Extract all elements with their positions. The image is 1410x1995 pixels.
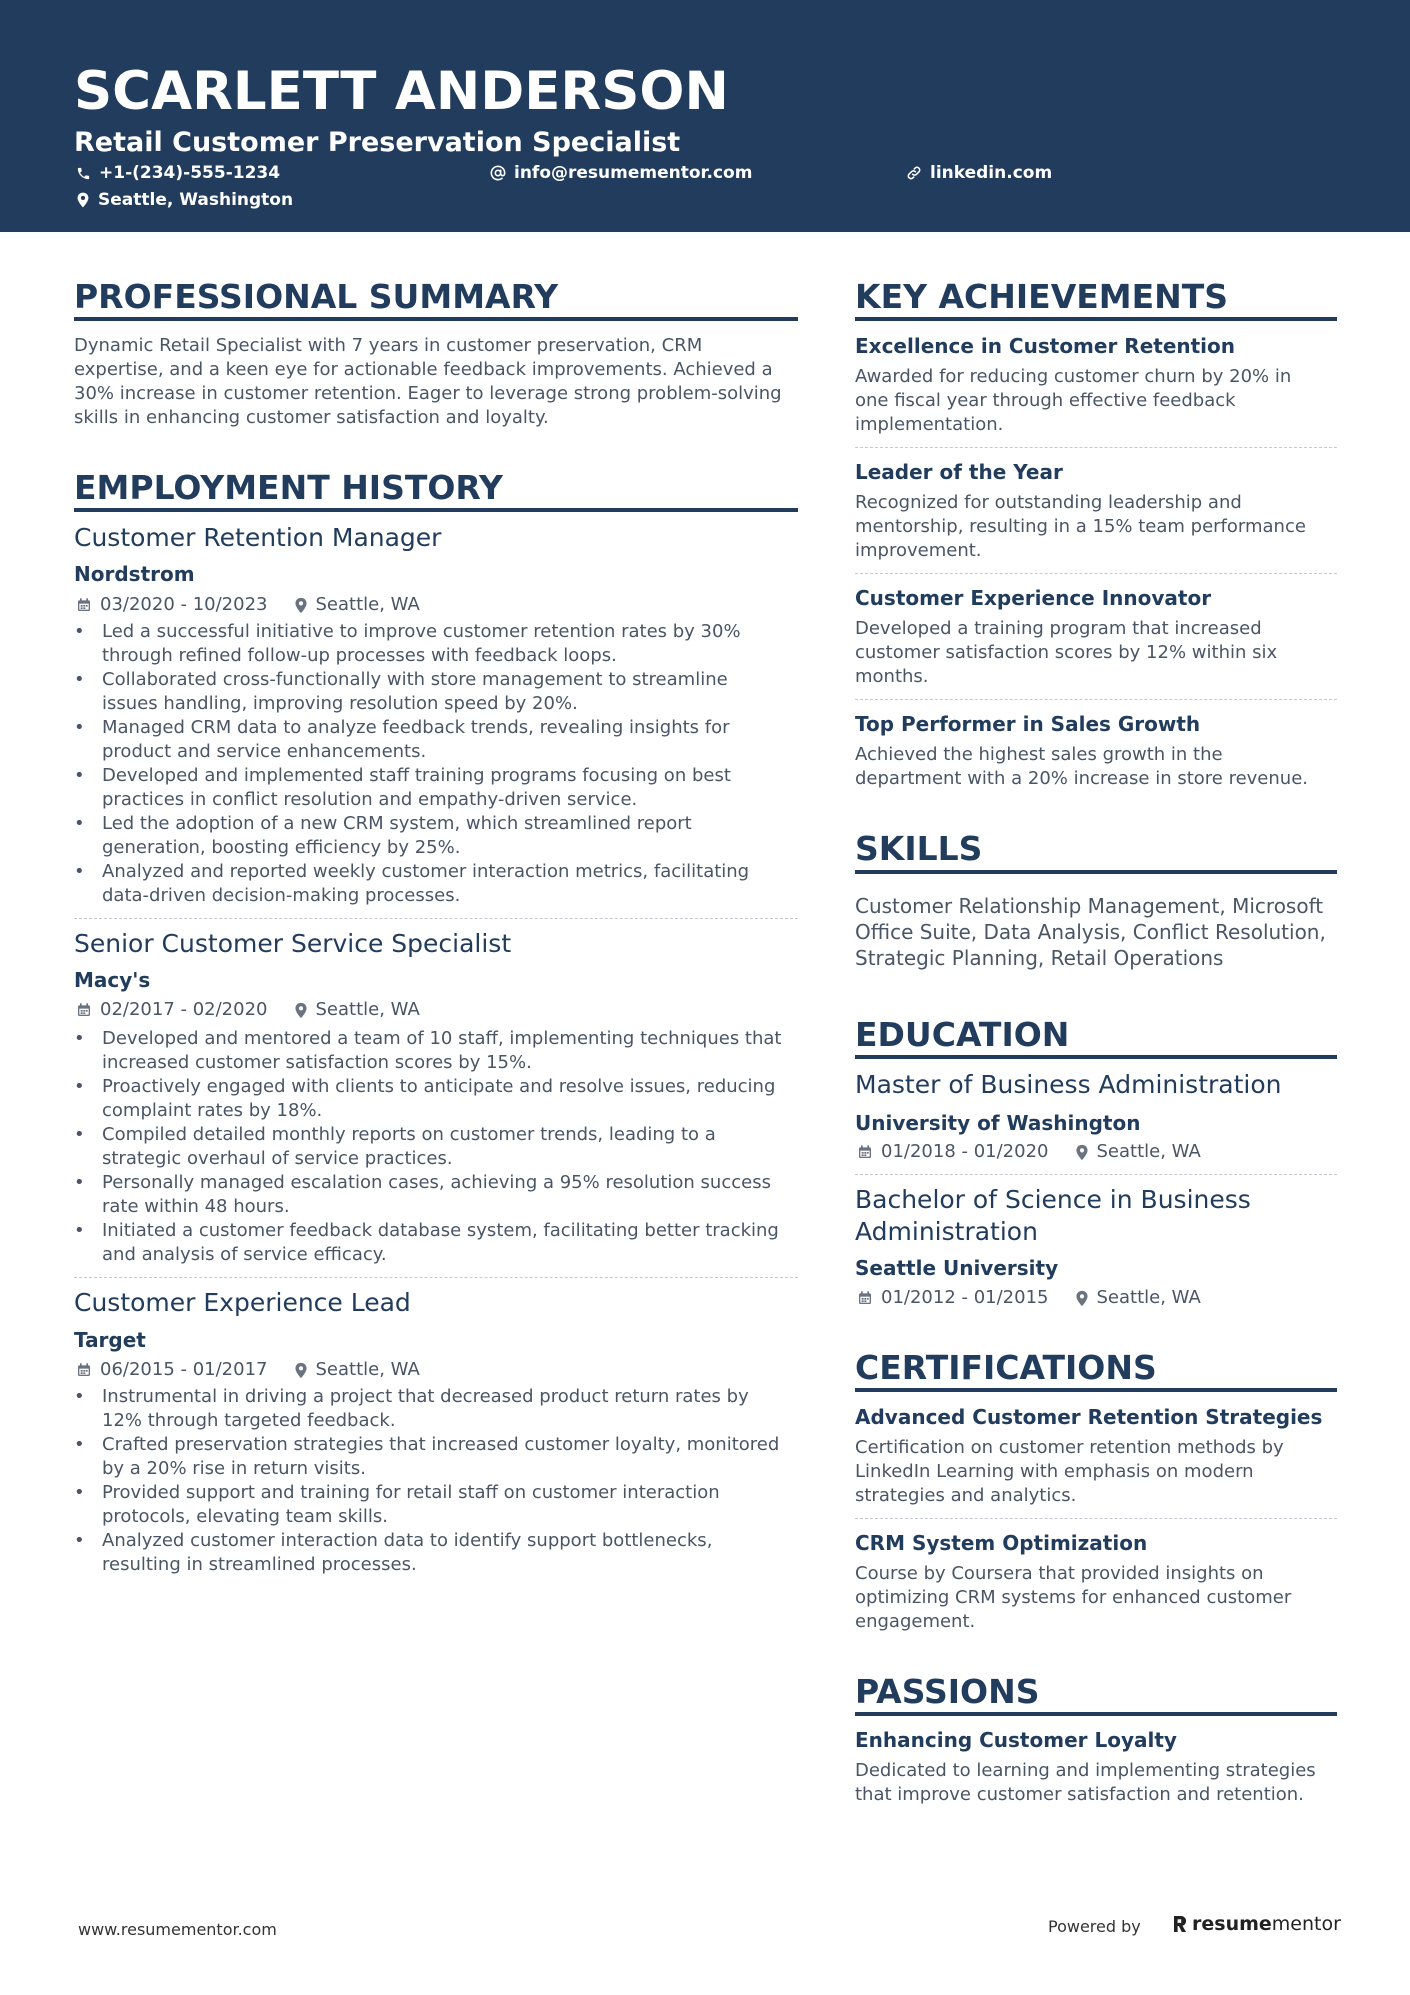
education-location bbox=[1075, 1141, 1201, 1163]
skills-divider bbox=[855, 870, 1337, 874]
certification-title: CRM System Optimization bbox=[855, 1531, 1148, 1555]
education-separator bbox=[855, 1174, 1337, 1175]
summary-line: Dynamic Retail Specialist with 7 years in customer preservation, CRM bbox=[74, 335, 703, 356]
bullet-line: • Developed and mentored a team of 10 staff, implementing techniques that bbox=[102, 1028, 782, 1049]
phone-text: +1-(234)-555-1234 bbox=[99, 163, 281, 183]
job-meta bbox=[76, 594, 420, 616]
job-bullets bbox=[74, 1027, 804, 1267]
certifications-divider bbox=[855, 1388, 1337, 1392]
bullet-item bbox=[74, 1123, 804, 1171]
summary-line: 30% increase in customer retention. Eager to leverage strong problem-solving bbox=[74, 383, 782, 404]
bullet-line: and analysis of service efficacy. bbox=[102, 1244, 387, 1265]
job-dates bbox=[76, 594, 268, 616]
bullet-line: • Analyzed customer interaction data to identify support bottlenecks, bbox=[102, 1530, 713, 1551]
bullet-item bbox=[74, 1027, 804, 1075]
passion-line: Dedicated to learning and implementing strategies bbox=[855, 1760, 1316, 1781]
bullet-line: resulting in streamlined processes. bbox=[102, 1554, 417, 1575]
job-title: Senior Customer Service Specialist bbox=[74, 929, 512, 958]
education-dates bbox=[857, 1287, 1049, 1309]
education-meta bbox=[857, 1287, 1201, 1309]
bullet-line: • Provided support and training for retail staff on customer interaction bbox=[102, 1482, 720, 1503]
map-pin-icon bbox=[294, 597, 308, 614]
achievement-title: Excellence in Customer Retention bbox=[855, 334, 1236, 358]
summary-divider bbox=[74, 317, 798, 321]
education-dates-text: 01/2018 - 01/2020 bbox=[881, 1141, 1049, 1162]
certification-separator bbox=[855, 1518, 1337, 1519]
bullet-line: data-driven decision-making processes. bbox=[102, 885, 461, 906]
achievement-line: months. bbox=[855, 666, 929, 687]
bullet-item bbox=[74, 860, 804, 908]
map-pin-icon bbox=[1075, 1144, 1089, 1161]
certification-line: strategies and analytics. bbox=[855, 1485, 1077, 1506]
bullet-line: • Analyzed and reported weekly customer interaction metrics, facilitating bbox=[102, 861, 750, 882]
skills-line: Customer Relationship Management, Microsoft bbox=[855, 894, 1324, 918]
job-separator bbox=[74, 918, 798, 919]
summary-heading: PROFESSIONAL SUMMARY bbox=[74, 277, 559, 316]
map-pin-icon bbox=[294, 1002, 308, 1019]
brand-bold: resume bbox=[1192, 1913, 1272, 1935]
certification-line: optimizing CRM systems for enhanced customer bbox=[855, 1587, 1292, 1608]
bullet-line: • Instrumental in driving a project that decreased product return rates by bbox=[102, 1386, 749, 1407]
achievement-text bbox=[855, 617, 1345, 689]
passion-line: that improve customer satisfaction and retention. bbox=[855, 1784, 1304, 1805]
achievement-line: mentorship, resulting in a 15% team performance bbox=[855, 516, 1306, 537]
achievement-title: Customer Experience Innovator bbox=[855, 586, 1212, 610]
brand-logo[interactable] bbox=[1172, 1913, 1341, 1935]
calendar-icon bbox=[76, 1002, 92, 1018]
calendar-icon bbox=[857, 1290, 873, 1306]
location-contact bbox=[76, 189, 293, 211]
calendar-icon bbox=[76, 597, 92, 613]
achievement-separator bbox=[855, 699, 1337, 700]
achievement-title: Top Performer in Sales Growth bbox=[855, 712, 1201, 736]
bullet-line: increased customer satisfaction scores by 15%. bbox=[102, 1052, 532, 1073]
degree-title: Master of Business Administration bbox=[855, 1070, 1282, 1099]
degree-title bbox=[855, 1184, 1251, 1248]
job-dates-text: 06/2015 - 01/2017 bbox=[100, 1359, 268, 1380]
school-name: University of Washington bbox=[855, 1111, 1141, 1135]
education-location-text: Seattle, WA bbox=[1096, 1287, 1201, 1308]
bullet-item bbox=[74, 1219, 804, 1267]
job-location-text: Seattle, WA bbox=[315, 999, 420, 1020]
bullet-line: • Personally managed escalation cases, achieving a 95% resolution success bbox=[102, 1172, 771, 1193]
job-location-text: Seattle, WA bbox=[315, 594, 420, 615]
degree-line: Bachelor of Science in Business bbox=[855, 1185, 1251, 1214]
calendar-icon bbox=[857, 1144, 873, 1160]
job-meta bbox=[76, 999, 420, 1021]
at-icon bbox=[490, 165, 506, 181]
achievement-line: Achieved the highest sales growth in the bbox=[855, 744, 1223, 765]
bullet-line: • Developed and implemented staff training programs focusing on best bbox=[102, 765, 731, 786]
footer-website[interactable]: www.resumementor.com bbox=[78, 1920, 277, 1939]
education-dates bbox=[857, 1141, 1049, 1163]
map-pin-icon bbox=[294, 1362, 308, 1379]
bullet-item bbox=[74, 764, 804, 812]
skills-line: Strategic Planning, Retail Operations bbox=[855, 946, 1224, 970]
email-text: info@resumementor.com bbox=[514, 163, 753, 183]
achievement-line: Developed a training program that increased bbox=[855, 618, 1262, 639]
skills-line: Office Suite, Data Analysis, Conflict Resolution, bbox=[855, 920, 1326, 944]
bullet-line: by a 20% rise in return visits. bbox=[102, 1458, 366, 1479]
education-location bbox=[1075, 1287, 1201, 1309]
company-name: Macy's bbox=[74, 968, 151, 992]
job-dates bbox=[76, 999, 268, 1021]
bullet-item bbox=[74, 1171, 804, 1219]
bullet-item bbox=[74, 668, 804, 716]
passion-text bbox=[855, 1759, 1345, 1807]
certification-text bbox=[855, 1436, 1345, 1508]
bullet-item bbox=[74, 1385, 804, 1433]
degree-line: Administration bbox=[855, 1217, 1038, 1246]
linkedin-text: linkedin.com bbox=[930, 163, 1053, 183]
resumementor-logo-icon bbox=[1172, 1915, 1188, 1933]
school-name: Seattle University bbox=[855, 1256, 1059, 1280]
job-title: Customer Retention Manager bbox=[74, 523, 442, 552]
job-dates-text: 03/2020 - 10/2023 bbox=[100, 594, 268, 615]
achievement-line: improvement. bbox=[855, 540, 982, 561]
map-pin-icon bbox=[1075, 1290, 1089, 1307]
certification-title: Advanced Customer Retention Strategies bbox=[855, 1405, 1323, 1429]
achievements-heading: KEY ACHIEVEMENTS bbox=[855, 277, 1229, 316]
email-contact[interactable] bbox=[490, 162, 752, 184]
job-meta bbox=[76, 1359, 420, 1381]
brand-light: mentor bbox=[1271, 1913, 1341, 1935]
candidate-title: Retail Customer Preservation Specialist bbox=[74, 127, 681, 158]
job-bullets bbox=[74, 1385, 804, 1577]
bullet-line: through refined follow-up processes with feedback loops. bbox=[102, 645, 617, 666]
bullet-line: • Compiled detailed monthly reports on customer trends, leading to a bbox=[102, 1124, 716, 1145]
certification-line: engagement. bbox=[855, 1611, 976, 1632]
education-dates-text: 01/2012 - 01/2015 bbox=[881, 1287, 1049, 1308]
bullet-line: product and service enhancements. bbox=[102, 741, 427, 762]
achievement-line: Recognized for outstanding leadership and bbox=[855, 492, 1242, 513]
bullet-item bbox=[74, 812, 804, 860]
linkedin-contact[interactable] bbox=[906, 162, 1052, 184]
job-location bbox=[294, 1359, 420, 1381]
bullet-line: practices in conflict resolution and empathy-driven service. bbox=[102, 789, 638, 810]
education-meta bbox=[857, 1141, 1201, 1163]
achievement-text bbox=[855, 365, 1345, 437]
link-icon bbox=[906, 165, 922, 181]
bullet-item bbox=[74, 1481, 804, 1529]
bullet-line: generation, boosting efficiency by 25%. bbox=[102, 837, 461, 858]
education-divider bbox=[855, 1055, 1337, 1059]
certification-line: Certification on customer retention methods by bbox=[855, 1437, 1284, 1458]
bullet-line: 12% through targeted feedback. bbox=[102, 1410, 396, 1431]
company-name: Nordstrom bbox=[74, 562, 195, 586]
certifications-heading: CERTIFICATIONS bbox=[855, 1348, 1157, 1387]
employment-divider bbox=[74, 508, 798, 512]
bullet-item bbox=[74, 1075, 804, 1123]
location-text: Seattle, Washington bbox=[98, 190, 294, 210]
map-pin-icon bbox=[76, 192, 90, 208]
achievement-line: customer satisfaction scores by 12% within six bbox=[855, 642, 1278, 663]
job-dates-text: 02/2017 - 02/2020 bbox=[100, 999, 268, 1020]
skills-text bbox=[855, 893, 1345, 971]
phone-icon bbox=[76, 166, 91, 181]
footer-powered-by: Powered by bbox=[1048, 1917, 1141, 1936]
passion-title: Enhancing Customer Loyalty bbox=[855, 1728, 1177, 1752]
bullet-line: rate within 48 hours. bbox=[102, 1196, 290, 1217]
phone-contact[interactable] bbox=[76, 162, 280, 184]
achievement-separator bbox=[855, 573, 1337, 574]
bullet-item bbox=[74, 620, 804, 668]
company-name: Target bbox=[74, 1328, 146, 1352]
bullet-line: complaint rates by 18%. bbox=[102, 1100, 323, 1121]
passions-heading: PASSIONS bbox=[855, 1672, 1040, 1711]
job-separator bbox=[74, 1277, 798, 1278]
employment-heading: EMPLOYMENT HISTORY bbox=[74, 468, 503, 507]
bullet-line: • Crafted preservation strategies that increased customer loyalty, monitored bbox=[102, 1434, 780, 1455]
summary-line: skills in enhancing customer satisfaction and loyalty. bbox=[74, 407, 549, 428]
calendar-icon bbox=[76, 1362, 92, 1378]
achievement-line: one fiscal year through effective feedback bbox=[855, 390, 1236, 411]
summary-line: expertise, and a keen eye for actionable feedback improvements. Achieved a bbox=[74, 359, 773, 380]
bullet-line: • Initiated a customer feedback database system, facilitating better tracking bbox=[102, 1220, 779, 1241]
job-location bbox=[294, 999, 420, 1021]
education-location-text: Seattle, WA bbox=[1096, 1141, 1201, 1162]
bullet-line: • Led the adoption of a new CRM system, which streamlined report bbox=[102, 813, 692, 834]
bullet-item bbox=[74, 1433, 804, 1481]
certification-line: LinkedIn Learning with emphasis on modern bbox=[855, 1461, 1254, 1482]
bullet-item bbox=[74, 1529, 804, 1577]
resume-header bbox=[0, 0, 1410, 232]
bullet-item bbox=[74, 716, 804, 764]
job-dates bbox=[76, 1359, 268, 1381]
bullet-line: • Proactively engaged with clients to anticipate and resolve issues, reducing bbox=[102, 1076, 776, 1097]
passions-divider bbox=[855, 1712, 1337, 1716]
job-location-text: Seattle, WA bbox=[315, 1359, 420, 1380]
certification-text bbox=[855, 1562, 1345, 1634]
achievement-line: Awarded for reducing customer churn by 20% in bbox=[855, 366, 1292, 387]
achievement-title: Leader of the Year bbox=[855, 460, 1063, 484]
bullet-line: strategic overhaul of service practices. bbox=[102, 1148, 453, 1169]
bullet-line: issues handling, improving resolution speed by 20%. bbox=[102, 693, 578, 714]
job-title: Customer Experience Lead bbox=[74, 1288, 411, 1317]
bullet-line: • Led a successful initiative to improve customer retention rates by 30% bbox=[102, 621, 741, 642]
bullet-line: protocols, elevating team skills. bbox=[102, 1506, 389, 1527]
achievement-line: department with a 20% increase in store revenue. bbox=[855, 768, 1308, 789]
bullet-line: • Collaborated cross-functionally with store management to streamline bbox=[102, 669, 728, 690]
achievements-divider bbox=[855, 317, 1337, 321]
achievement-line: implementation. bbox=[855, 414, 1004, 435]
summary-text bbox=[74, 334, 804, 430]
education-heading: EDUCATION bbox=[855, 1015, 1070, 1054]
skills-heading: SKILLS bbox=[855, 829, 983, 868]
achievement-text bbox=[855, 491, 1345, 563]
bullet-line: • Managed CRM data to analyze feedback trends, revealing insights for bbox=[102, 717, 730, 738]
certification-line: Course by Coursera that provided insights on bbox=[855, 1563, 1264, 1584]
achievement-separator bbox=[855, 447, 1337, 448]
candidate-name: SCARLETT ANDERSON bbox=[74, 61, 729, 122]
job-location bbox=[294, 594, 420, 616]
achievement-text bbox=[855, 743, 1345, 791]
job-bullets bbox=[74, 620, 804, 908]
